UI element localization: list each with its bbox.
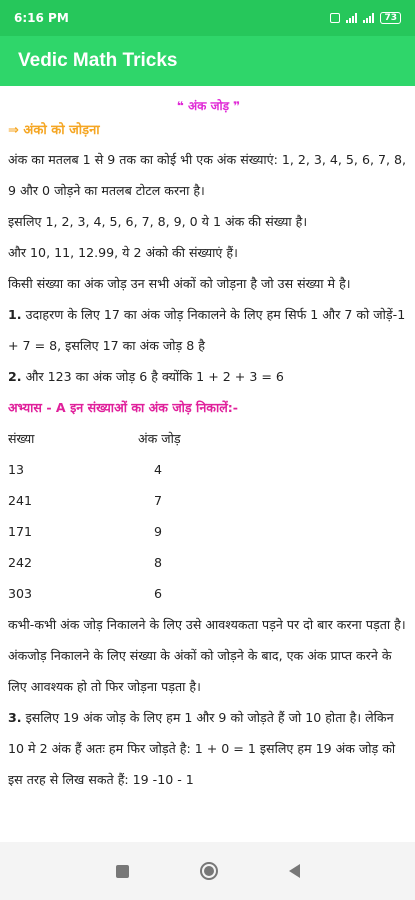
signal-icon [346,13,357,23]
example-2-text: और 123 का अंक जोड़ 6 है क्योंकि 1 + 2 + 3 = 6 [25,369,284,384]
table-cell: 13 [8,462,25,477]
table-cell: 6 [154,586,163,601]
paragraph-3: और 10, 11, 12.99, ये 2 अंको की संख्याएं हैं। [8,245,238,260]
example-2-number: 2. [8,369,22,384]
back-button[interactable] [289,864,300,878]
recent-apps-button[interactable] [116,865,129,878]
battery-icon: 73 [380,12,401,24]
table-cell: 241 [8,493,33,508]
table-row [8,578,208,609]
practice-heading: अभ्यास - A इन संख्याओं का अंक जोड़ निकालें:- [8,400,239,415]
status-icons [330,12,401,24]
table-header-digit-sum: अंक जोड़ [138,431,181,446]
status-time: 6:16 PM [14,11,69,25]
table-header-row [8,423,208,454]
table-row [8,516,208,547]
table-row [8,454,208,485]
example-3 [8,702,409,795]
table-cell: 171 [8,524,33,539]
sub-heading: ⇒ अंको को जोड़ना [8,123,100,138]
table-cell: 8 [154,555,163,570]
table-cell: 242 [8,555,33,570]
signal-icon-2 [363,13,374,23]
example-3-text: इसलिए 19 अंक जोड़ के लिए हम 1 और 9 को जोड़ते हैं जो 10 होता है। लेकिन 10 मे 2 अंक हैं अतः हम फिर जोड़ते है: 1 + 0 = 1 इसलिए हम 19 अंक जोड़ को इस तरह से लिख सकते हैं: 19 -10 - 1 [8,710,396,787]
home-button[interactable] [200,862,218,880]
article-content[interactable] [0,86,415,842]
home-icon [204,866,214,876]
table-cell: 303 [8,586,33,601]
example-1 [8,299,409,361]
app-bar [0,36,415,86]
example-1-text: उदाहरण के लिए 17 का अंक जोड़ निकालने के लिए हम सिर्फ 1 और 7 को जोड़ें-1 + 7 = 8, इसलिए 17 का अंक जोड़ 8 है [8,307,406,353]
digit-sum-table [8,423,208,609]
table-cell: 9 [154,524,163,539]
paragraph-1: अंक का मतलब 1 से 9 तक का कोई भी एक अंक संख्याएं: 1, 2, 3, 4, 5, 6, 7, 8, 9 और 0 जोड़ने का मतलब टोटल करना है। [8,152,406,198]
example-3-number: 3. [8,710,22,725]
example-1-number: 1. [8,307,22,322]
table-cell: 7 [154,493,163,508]
table-cell: 4 [154,462,163,477]
table-header-number: संख्या [8,431,35,446]
system-nav-bar [0,842,415,900]
alarm-icon [330,13,340,23]
table-row [8,485,208,516]
status-bar [0,0,415,36]
example-2 [8,361,409,392]
paragraph-2: इसलिए 1, 2, 3, 4, 5, 6, 7, 8, 9, 0 ये 1 अंक की संख्या है। [8,214,308,229]
section-heading: ❝ अंक जोड़ ❞ [176,99,241,113]
paragraph-4: किसी संख्या का अंक जोड़ उन सभी अंकों को जोड़ना है जो उस संख्या मे है। [8,276,351,291]
paragraph-6: अंकजोड़ निकालने के लिए संख्या के अंकों को जोड़ने के बाद, एक अंक प्राप्त करने के लिए आवश्यक हो तो फिर जोड़ना पड़ता है। [8,648,392,694]
table-row [8,547,208,578]
paragraph-5: कभी-कभी अंक जोड़ निकालने के लिए उसे आवश्यकता पड़ने पर दो बार करना पड़ता है। [8,617,406,632]
app-title: Vedic Math Tricks [18,50,178,71]
